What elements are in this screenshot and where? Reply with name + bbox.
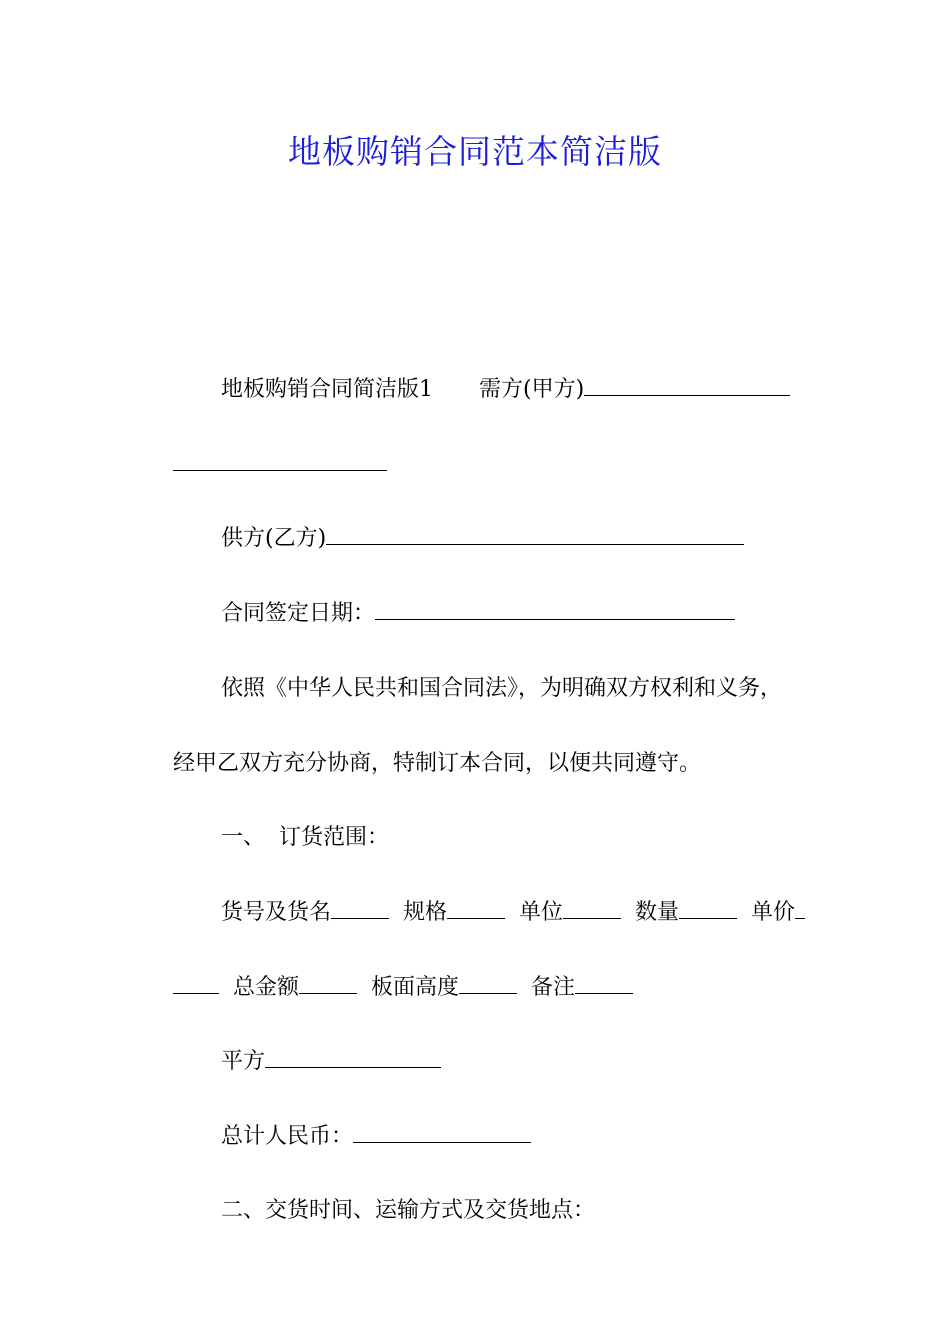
quantity-label: 数量 — [635, 900, 680, 925]
basis-text-2: 经甲乙双方充分协商，特制订本合同，以便共同遵守。 — [172, 751, 701, 776]
board-height-label: 板面高度 — [371, 975, 460, 1000]
document-title: 地板购销合同范本简洁版 — [288, 132, 662, 171]
board-height-blank — [459, 973, 517, 994]
party-a-blank-continued — [173, 450, 387, 471]
total-rmb-blank — [353, 1122, 531, 1143]
unit-price-label: 单价 — [751, 900, 796, 925]
section-1-title: 一、 订货范围： — [220, 825, 389, 850]
area-label: 平方 — [220, 1049, 265, 1074]
spec-label: 规格 — [403, 900, 448, 925]
party-b-label: 供方(乙方) — [220, 526, 327, 551]
total-amount-blank — [299, 973, 357, 994]
note-label: 备注 — [531, 975, 576, 1000]
area-blank — [265, 1047, 441, 1068]
spec-blank — [447, 898, 505, 919]
unit-blank — [563, 898, 621, 919]
section-2-heading — [193, 1166, 595, 1256]
unit-price-blank-continued — [173, 973, 219, 994]
party-a-blank — [584, 375, 790, 396]
note-blank — [575, 973, 633, 994]
section-2-title: 二、交货时间、运输方式及交货地点： — [220, 1198, 595, 1223]
goods-name-label: 货号及货名 — [220, 900, 331, 925]
unit-label: 单位 — [519, 900, 564, 925]
sign-date-blank — [375, 599, 735, 620]
sign-date-label: 合同签定日期： — [220, 601, 375, 626]
quantity-blank — [679, 898, 737, 919]
basis-text-1: 依照《中华人民共和国合同法》，为明确双方权利和义务， — [220, 676, 782, 701]
total-amount-label: 总金额 — [232, 975, 299, 1000]
goods-name-blank — [331, 898, 389, 919]
total-rmb-label: 总计人民币： — [220, 1124, 353, 1149]
contract-subtitle: 地板购销合同简洁版1 — [220, 377, 433, 402]
party-b-blank — [326, 524, 744, 545]
unit-price-blank — [795, 898, 805, 919]
party-a-label: 需方(甲方) — [478, 377, 585, 402]
